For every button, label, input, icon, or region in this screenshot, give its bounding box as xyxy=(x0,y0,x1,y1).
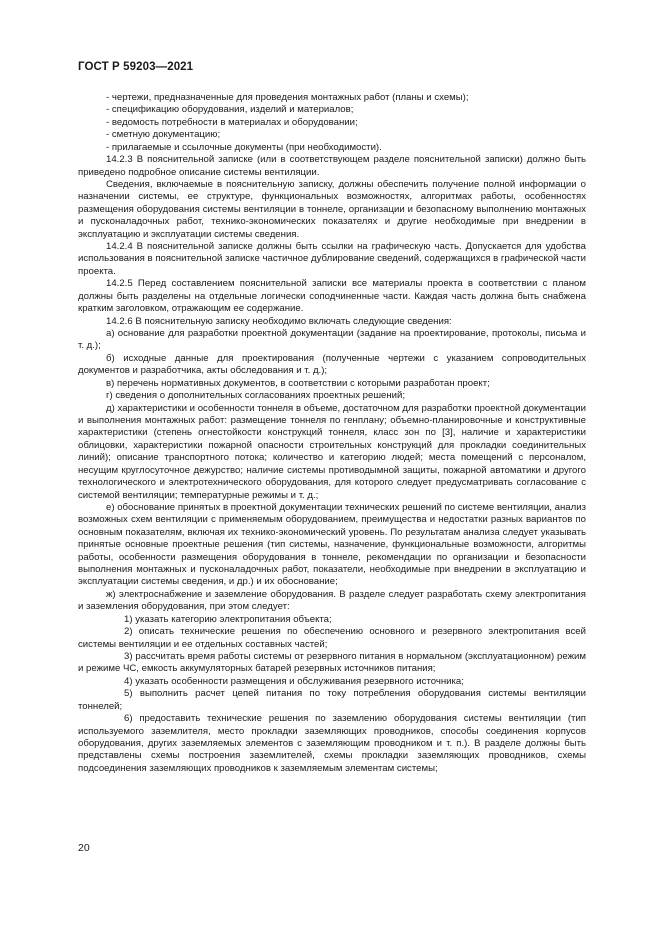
list-item: - сметную документацию; xyxy=(106,129,221,141)
paragraph: б) исходные данные для проектирования (полученные чертежи с указанием сопроводительных документов и разработчика, акты обследования и т. д.); xyxy=(78,352,586,377)
document-header: ГОСТ Р 59203—2021 xyxy=(78,61,194,73)
paragraph: 3) рассчитать время работы системы от резервного питания в нормальном (эксплуатационном) режим и режиме ЧС, емкость аккумуляторных батарей резервных источников питания; xyxy=(78,650,586,675)
paragraph: Сведения, включаемые в пояснительную записку, должны обеспечить получение полной информации о назначении системы, ее структуре, функциональных возможностях, алгоритмах работы, особенностях размещения оборудования системы вентиляции в тоннеле, организации и безопасному выполнению монтажных и пусконаладочных работ, технико-экономических показателях и другие необходимые при внедрении в эксплуатацию и эксплуатации системы сведения. xyxy=(78,178,586,240)
list-item: - спецификацию оборудования, изделий и материалов; xyxy=(106,104,354,116)
paragraph: 14.2.5 Перед составлением пояснительной записки все материалы проекта в соответствии с планом должны быть разделены на отдельные логически соподчиненные части. Каждая часть должна быть снабжена кратким заголовком, отражающим ее содержание. xyxy=(78,278,586,315)
list-item: - прилагаемые и ссылочные документы (при необходимости). xyxy=(106,141,382,153)
paragraph: 14.2.3 В пояснительной записке (или в соответствующем разделе пояснительной записки) должно быть приведено подробное описание системы вентиляции. xyxy=(78,154,586,178)
page-number: 20 xyxy=(78,842,90,854)
paragraph: 1) указать категорию электропитания объекта; xyxy=(124,613,332,625)
paragraph: е) обоснование принятых в проектной документации технических решений по системе вентиляции, анализ возможных схем вентиляции с применяемым оборудованием, преимущества и недостатки разных вариантов по основным показателям, включая их технико-экономический уровень. По результатам анализа следует указывать принятые основные проектные решения (тип системы, назначение, функциональные возможности, алгоритмы работы, особенности размещения оборудования в тоннеле, рекомендации по организации и безопасности выполнения монтажных и пусконаладочных работ, показатели, необходимые при внедрении в эксплуатацию и эксплуатации системы сведения, и др.) и их обоснование; xyxy=(78,501,586,588)
paragraph: а) основание для разработки проектной документации (задание на проектирование, протоколы, письма и т. д.); xyxy=(78,328,586,352)
paragraph: 4) указать особенности размещения и обслуживания резервного источника; xyxy=(124,675,464,687)
paragraph: 6) предоставить технические решения по заземлению оборудования системы вентиляции (тип используемого заземлителя, место прокладки заземляющих проводников, способы соединения корпусов оборудования, других заземляемых элементов с заземляющим проводником и т. п.). В разделе должны быть представлены схемы построения заземлителей, схемы прокладки заземляющих проводников, схемы подсоединения заземляющих проводников к заземляемым элементам системы; xyxy=(78,713,586,774)
paragraph: 14.2.6 В пояснительную записку необходимо включать следующие сведения: xyxy=(106,315,452,327)
paragraph: в) перечень нормативных документов, в соответствии с которыми разработан проект; xyxy=(106,377,490,389)
document-body xyxy=(78,92,586,775)
paragraph: 2) описать технические решения по обеспечению основного и резервного электропитания всей системы вентиляции и ее отдельных составных частей; xyxy=(78,626,586,650)
paragraph: ж) электроснабжение и заземление оборудования. В разделе следует разработать схему электропитания и заземления оборудования, при этом следует: xyxy=(78,588,586,613)
paragraph: 14.2.4 В пояснительной записке должны быть ссылки на графическую часть. Допускается для удобства использования в пояснительной записке частичное дублирование сведений, содержащихся в графической части проекта. xyxy=(78,241,586,277)
paragraph: г) сведения о дополнительных согласованиях проектных решений; xyxy=(106,390,406,402)
paragraph: д) характеристики и особенности тоннеля в объеме, достаточном для разработки проектной документации и выполнения монтажных работ: размещение тоннеля по генплану; объемно-планировочные и конструктивные характеристики (степень огнестойкости конструкций тоннеля, класс зон по [3], наличие и характеристики облицовки, характеристики пожарной опасности строительных конструкций для прокладки соединительных линий); описание транспортного потока; количество и категорию людей; места помещений с персоналом, несущим круглосуточное дежурство; наличие системы противодымной защиты, пожарной автоматики и другого технологического и электротехнического оборудования, для которого следует предусматривать согласование с системой вентиляции; температурные режимы и т. д.; xyxy=(78,402,586,501)
list-item: - ведомость потребности в материалах и оборудовании; xyxy=(106,116,358,128)
paragraph: 5) выполнить расчет цепей питания по току потребления оборудования системы вентиляции тоннелей; xyxy=(78,688,586,712)
list-item: - чертежи, предназначенные для проведения монтажных работ (планы и схемы); xyxy=(106,92,469,103)
